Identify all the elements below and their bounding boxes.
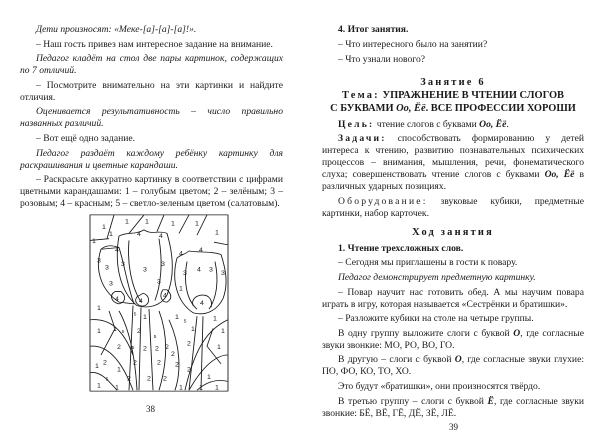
region-number: 2 — [143, 345, 147, 353]
region-number: 2 — [163, 375, 167, 383]
region-number: 2 — [175, 361, 179, 369]
region-number: 3 — [157, 278, 161, 286]
region-number: 2 — [117, 344, 121, 351]
region-number: 3 — [121, 261, 125, 268]
region-number: 2 — [133, 360, 137, 367]
paragraph: – Повар научит нас готовить обед. А мы научим повара играть в игру, которая называется «Сестрёнки и братишки». — [322, 286, 584, 310]
region-number: 1 — [175, 314, 179, 321]
region-number: 3 — [109, 280, 113, 288]
paragraph: Это будут «братишки», они произносятся твёрдо. — [338, 380, 541, 392]
region-number: 2 — [157, 360, 161, 367]
region-number: 2 — [171, 351, 175, 358]
region-number: 5 — [153, 334, 157, 340]
page-number: 39 — [449, 422, 458, 432]
right-page — [322, 0, 584, 437]
theme-heading-line2: С БУКВАМИ Оо, Ёё. ВСЕ ПРОФЕССИИ ХОРОШИ — [330, 102, 576, 114]
lesson-heading: Занятие 6 — [420, 76, 486, 88]
region-number: 1 — [109, 231, 113, 238]
paragraph: – Раскрасьте аккуратно картинку в соответствии с цифрами цветными карандашами: 1 – голубым цветом; 2 – зелёным; 3 – розовым; 4 – красным; 5 – светло-зеленым цветом (салатовым). — [20, 174, 283, 210]
region-number: 4 — [115, 247, 119, 254]
paragraph: – Вот ещё одно задание. — [36, 132, 136, 144]
progress-heading: Ход занятия — [412, 226, 494, 238]
region-number: 1 — [191, 326, 195, 334]
region-number: 3 — [105, 264, 109, 272]
paragraph: – Разложите кубики на столе на четыре группы. — [338, 313, 534, 325]
region-number: 5 — [105, 376, 109, 382]
region-number: 1 — [217, 344, 221, 351]
region-number: 1 — [179, 384, 183, 392]
goal: Цель: чтение слогов с буквами Оо, Ёё. — [338, 118, 509, 130]
region-number: 1 — [95, 363, 99, 371]
region-number: 3 — [161, 261, 165, 268]
region-number: 1 — [215, 229, 219, 237]
paragraph: Педагог кладёт на стол две пары картинок, содержащих по 7 отличий. — [20, 53, 283, 77]
region-number: 1 — [207, 374, 211, 381]
region-number: 1 — [215, 384, 219, 392]
region-number: 4 — [163, 293, 167, 300]
region-number: 1 — [92, 238, 96, 245]
paragraph: Дети произносят: «Меке-[а]-[а]-[а]!». — [36, 24, 197, 35]
region-number: 2 — [187, 340, 191, 348]
theme-heading-line1: Тема: УПРАЖНЕНИЕ В ЧТЕНИИ СЛОГОВ — [342, 89, 564, 101]
region-number: 5 — [183, 318, 187, 324]
region-number: 1 — [97, 328, 101, 335]
region-number: 1 — [97, 382, 101, 390]
region-number: 4 — [139, 298, 143, 305]
region-number: 3 — [183, 270, 187, 277]
coloring-picture — [89, 214, 229, 392]
equipment: Оборудование: звуковые кубики, предметные картинки, набор карточек. — [322, 195, 585, 219]
region-number: 3 — [209, 266, 213, 274]
region-number: 3 — [143, 266, 147, 274]
region-number: 1 — [143, 314, 147, 321]
region-number: 2 — [103, 360, 107, 367]
tasks: Задачи: способствовать формированию у детей интереса к чтению, развитию познавательных психических процессов – внимания, мышления, речи, фонематического слуха; совершенствовать чтение слогов с буквами Оо, Ёё в различных ударных позициях. — [322, 133, 585, 193]
region-number: 5 — [131, 345, 135, 350]
paragraph: – Что интересного было на занятии? — [338, 39, 488, 50]
region-number: 5 — [133, 311, 137, 317]
paragraph: В другую – слоги с буквой О, где согласные звуки глухие: ПО, ФО, КО, ТО, ХО. — [322, 354, 584, 378]
region-number: 1 — [145, 219, 149, 226]
region-number: 2 — [165, 344, 169, 351]
left-text-block — [20, 24, 283, 214]
region-number: 1 — [195, 220, 199, 228]
region-number: 1 — [213, 315, 217, 323]
region-number: 2 — [155, 345, 159, 353]
region-number: 4 — [115, 296, 119, 304]
region-number: 1 — [113, 326, 117, 334]
region-number: 1 — [171, 220, 175, 228]
paragraph: В третью группу – слоги с буквой Ё, где согласные звуки звонкие: БЁ, ВЁ, ГЁ, ДЁ, ЗЁ, ЛЁ. — [322, 395, 584, 419]
region-number: 1 — [179, 285, 183, 293]
region-number: 2 — [187, 367, 191, 374]
region-number: 4 — [179, 250, 183, 258]
paragraph: – Что узнали нового? — [338, 53, 426, 65]
paragraph: Педагог демонстрирует предметную картинку. — [338, 271, 536, 283]
region-number: 2 — [127, 375, 131, 383]
paragraph: В одну группу выложите слоги с буквой О, где согласные звуки звонкие: МО, РО, ВО, ГО. — [322, 327, 584, 351]
paragraph: – Наш гость привез нам интересное задание на внимание. — [36, 38, 273, 50]
region-number: 1 — [221, 328, 225, 335]
region-number: 1 — [125, 219, 129, 226]
region-number: 2 — [137, 328, 141, 335]
region-number: 4 — [199, 247, 203, 254]
paragraph: Педагог раздаёт каждому ребёнку картинку для раскрашивания и цветные карандаши. — [20, 147, 283, 171]
step-title: 1. Чтение трехсложных слов. — [338, 242, 464, 254]
region-number: 1 — [117, 367, 121, 374]
paragraph: – Посмотрите внимательно на эти картинки и найдите отличия. — [20, 79, 283, 103]
section-title: 4. Итог занятия. — [338, 24, 409, 35]
region-number: 1 — [199, 384, 203, 392]
region-number: 3 — [221, 270, 225, 277]
region-number: 5 — [121, 329, 125, 334]
region-number: 3 — [97, 257, 101, 265]
region-number: 4 — [197, 266, 201, 274]
region-number: 4 — [200, 300, 204, 307]
region-number: 1 — [102, 224, 106, 231]
region-number: 1 — [115, 384, 119, 392]
region-number: 4 — [137, 231, 141, 238]
region-number: 4 — [159, 233, 163, 240]
page-number: 38 — [146, 404, 155, 414]
paragraph: – Сегодня мы приглашены в гости к повару. — [338, 257, 518, 269]
left-page — [20, 0, 283, 437]
region-number: 1 — [97, 305, 101, 312]
region-number: 2 — [147, 375, 151, 383]
tulip-line-art — [89, 214, 229, 392]
paragraph: Оценивается результативность – число правильно названных различий. — [20, 106, 283, 130]
